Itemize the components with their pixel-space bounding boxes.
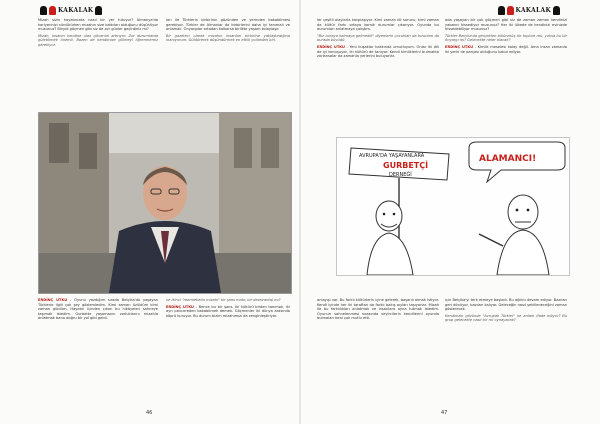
pull-quote: Mizah, insanın kendine olan güvenini artırıyor. Zor durumlarda gülebilmek önemli. Bazen de kendimize gülmeyi öğrenmemiz gerekiyor. <box>38 33 158 47</box>
paragraph <box>166 305 290 319</box>
dancer-figure-icon <box>507 6 514 15</box>
column-1-bottom <box>38 298 158 323</box>
sign-main-text: GURBETÇİ <box>383 161 429 170</box>
magazine-logo <box>498 6 560 15</box>
paragraph <box>317 45 439 59</box>
paragraph <box>445 45 567 54</box>
sign-top-text: AVRUPA'DA YAŞAYANLARA <box>359 153 425 159</box>
answer-text: - Yeni kuşaklar hakkında umutluyum. Onlar iki dili de iyi konuşuyor, iki kültürü de tanıyor. Kendi kimliklerini bulmakta zorlansalar da zamanla yerlerini buluyorlar. <box>317 44 439 59</box>
pull-quote: Türkler Belçika'da gerçekten bölünmüş bir toplum mu, yoksa bu bir önyargı mı? Gelecekte neler olacak? <box>445 33 567 43</box>
paragraph: Mizah sizin hayatınızda nasıl bir yer tutuyor? Almanya'da kariyerinizi sürdürürken mizahın size katkıları olduğunu düşünüyor musunuz? Birçok göçmen gibi siz de zor günler geçirdiniz mi? <box>38 18 158 32</box>
question-text: ve ikinci "memleketin mizahı" bir şans mıdır, bir dezavantaj mı? <box>166 298 281 302</box>
answer-text: - Oyunu yazdığım sırada Belçika'da yaşayan Türklerle ilgili çok şey gözlemledim. Kimi zaman üzüldüm kimi zaman güldüm. Hayatın içinden çıkan bu hikâyeleri sahneye taşımak istedim. Gurbette yaşamanın zorluklarını mizahla anlatmak bana doğru bir yol gibi geldi. <box>38 298 158 321</box>
portrait-photo-image <box>39 113 291 293</box>
speaker-name: ERDİNÇ UTKU <box>38 298 68 302</box>
column-2-top <box>166 18 290 45</box>
answer-text: - Kimlik meselesi kolay değil. Ama insan zamanla iki yerin de parçası olduğunu kabul ediyor. <box>445 44 567 54</box>
paragraph: ları ile Türklerin birbirinin gözünden ve yerinden bakabilmesi gerekiyor. Türkler de Almanlar da birbirlerini daha iyi tanımalı ve anlamalı. Önyargılar ortadan kalkarsa birlikte yaşam kolaylaşır. <box>166 18 290 32</box>
column-3-top <box>317 18 439 61</box>
speech-bubble-text: ALAMANCI! <box>479 154 537 164</box>
column-3-bottom <box>317 298 439 323</box>
column-1-top <box>38 18 158 50</box>
pull-quote: Bir gazeteci olarak mizahın insanları birbirine yaklaştırdığına inanıyorum. Güldürerek düşündürmek en etkili yollardan biri. <box>166 33 290 43</box>
dancer-figure-icon <box>49 6 56 15</box>
speaker-name: ERDİNÇ UTKU <box>166 304 194 309</box>
sign-bottom-text: DERNEĞİ <box>389 172 412 178</box>
column-2-bottom <box>166 298 290 320</box>
paragraph <box>38 298 158 321</box>
logo-text: KAKALAK <box>515 7 551 14</box>
pull-quote: "Biz buraya kalmaya gelmedik" diyenlerin çocukları da torunları da burada büyüdü. <box>317 33 439 43</box>
dancer-figure-icon <box>40 6 47 15</box>
dancer-figure-icon <box>498 6 505 15</box>
page-number: 47 <box>441 410 448 416</box>
cartoon-illustration <box>336 137 570 276</box>
portrait-photo <box>38 112 292 294</box>
paragraph: anlayışı var. Bu farklı kültürlerin içine gelerek, başarılı olmak istiyor. Kendi içinde her iki taraftan da farklı bakış açıları taşıyorlar. Mizah ile bu farklılıkları anlatmak ve insanlara ayna tutmak istedim. Oyunun sahnelenmesi sırasında seyircilerin kendilerini oyunda bulmaları beni çok mutlu etti. <box>317 298 439 321</box>
column-4-bottom <box>445 298 567 325</box>
page-number: 46 <box>146 410 153 416</box>
dancer-figure-icon <box>95 6 102 15</box>
paragraph: için Belçika'yı terk etmeye başladı. Bu ağılını devam ediyor. Bazıları geri dönüyor, bazıları kalıyor. Geleceğin nasıl şekilleneceğini zaman gösterecek. <box>445 298 567 312</box>
logo-text: KAKALAK <box>58 7 94 14</box>
answer-text: - Bence bu bir şans. İki kültürü birden tanımak, iki ayrı pencereden bakabilmek demek. Göçmenler iki dünya arasında köprü kuruyor. Bu durum bizim mizahımızı da zenginleştiriyor. <box>166 304 290 318</box>
speaker-name: ERDİNÇ UTKU <box>445 44 473 49</box>
dancer-figure-icon <box>553 6 560 15</box>
speaker-name: ERDİNÇ UTKU <box>317 44 345 49</box>
magazine-logo <box>40 6 102 15</box>
paragraph: ada yaşayan bir çok göçmen gibi siz de zaman zaman kendinizi yabancı hissediyor musunuz? Her iki ülkede de kendinizi evinizde hissedebiliyor musunuz? <box>445 18 567 32</box>
column-4-top <box>445 18 567 56</box>
left-page <box>0 0 299 424</box>
cartoon-drawing <box>337 138 569 275</box>
paragraph: ler çeşitli olaylarla karşılaşıyor. Kimi zaman dil sorunu, kimi zaman da kültür farkı ortaya komik durumlar çıkarıyor. Oyunda bu durumları anlatmaya çalıştım. <box>317 18 439 32</box>
pull-quote: Kendinizin gözünde "Avrupalı Türkler" ne anlam ifade ediyor? Bu grup gelecekte nasıl bir rol oynayacak? <box>445 313 567 323</box>
